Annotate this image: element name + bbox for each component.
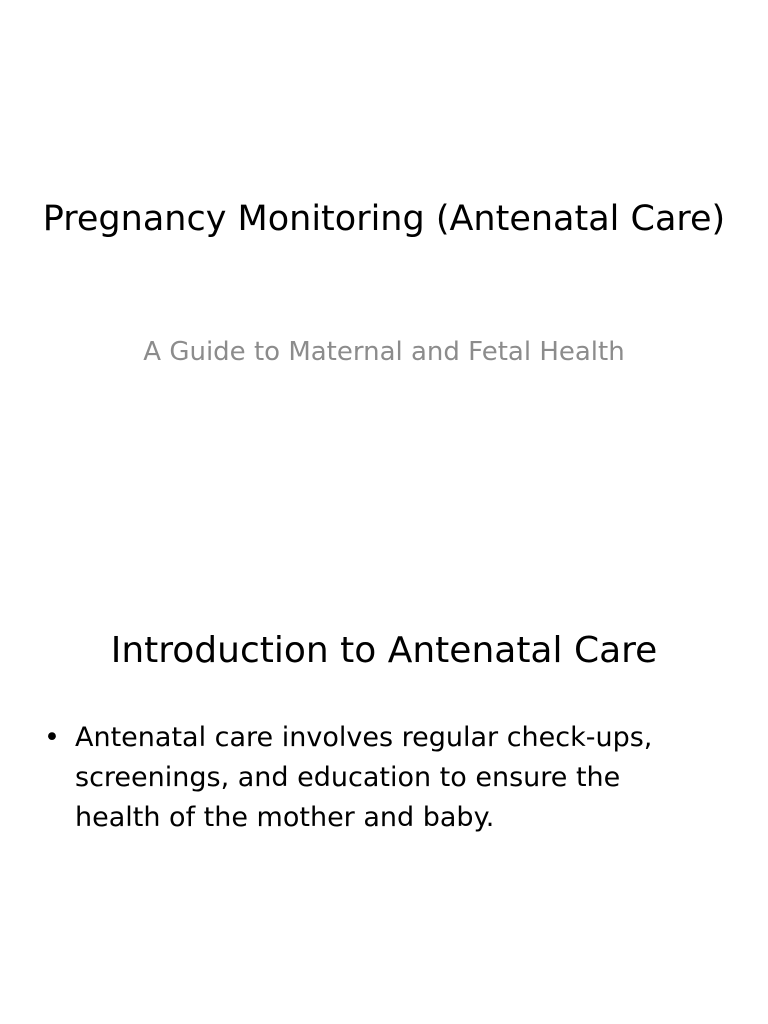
slide-title: Introduction to Antenatal Care (110, 630, 658, 671)
bullet-item (40, 718, 700, 838)
slide-subtitle: A Guide to Maternal and Fetal Health (143, 337, 625, 367)
content-slide (0, 512, 768, 1024)
bullet-list (40, 718, 700, 838)
bullet-text: Antenatal care involves regular check-ups, screenings, and education to ensure the health of the mother and baby. (75, 722, 653, 833)
slide-title: Pregnancy Monitoring (Antenatal Care) (42, 199, 726, 239)
bullet-dot-icon: • (44, 722, 60, 753)
